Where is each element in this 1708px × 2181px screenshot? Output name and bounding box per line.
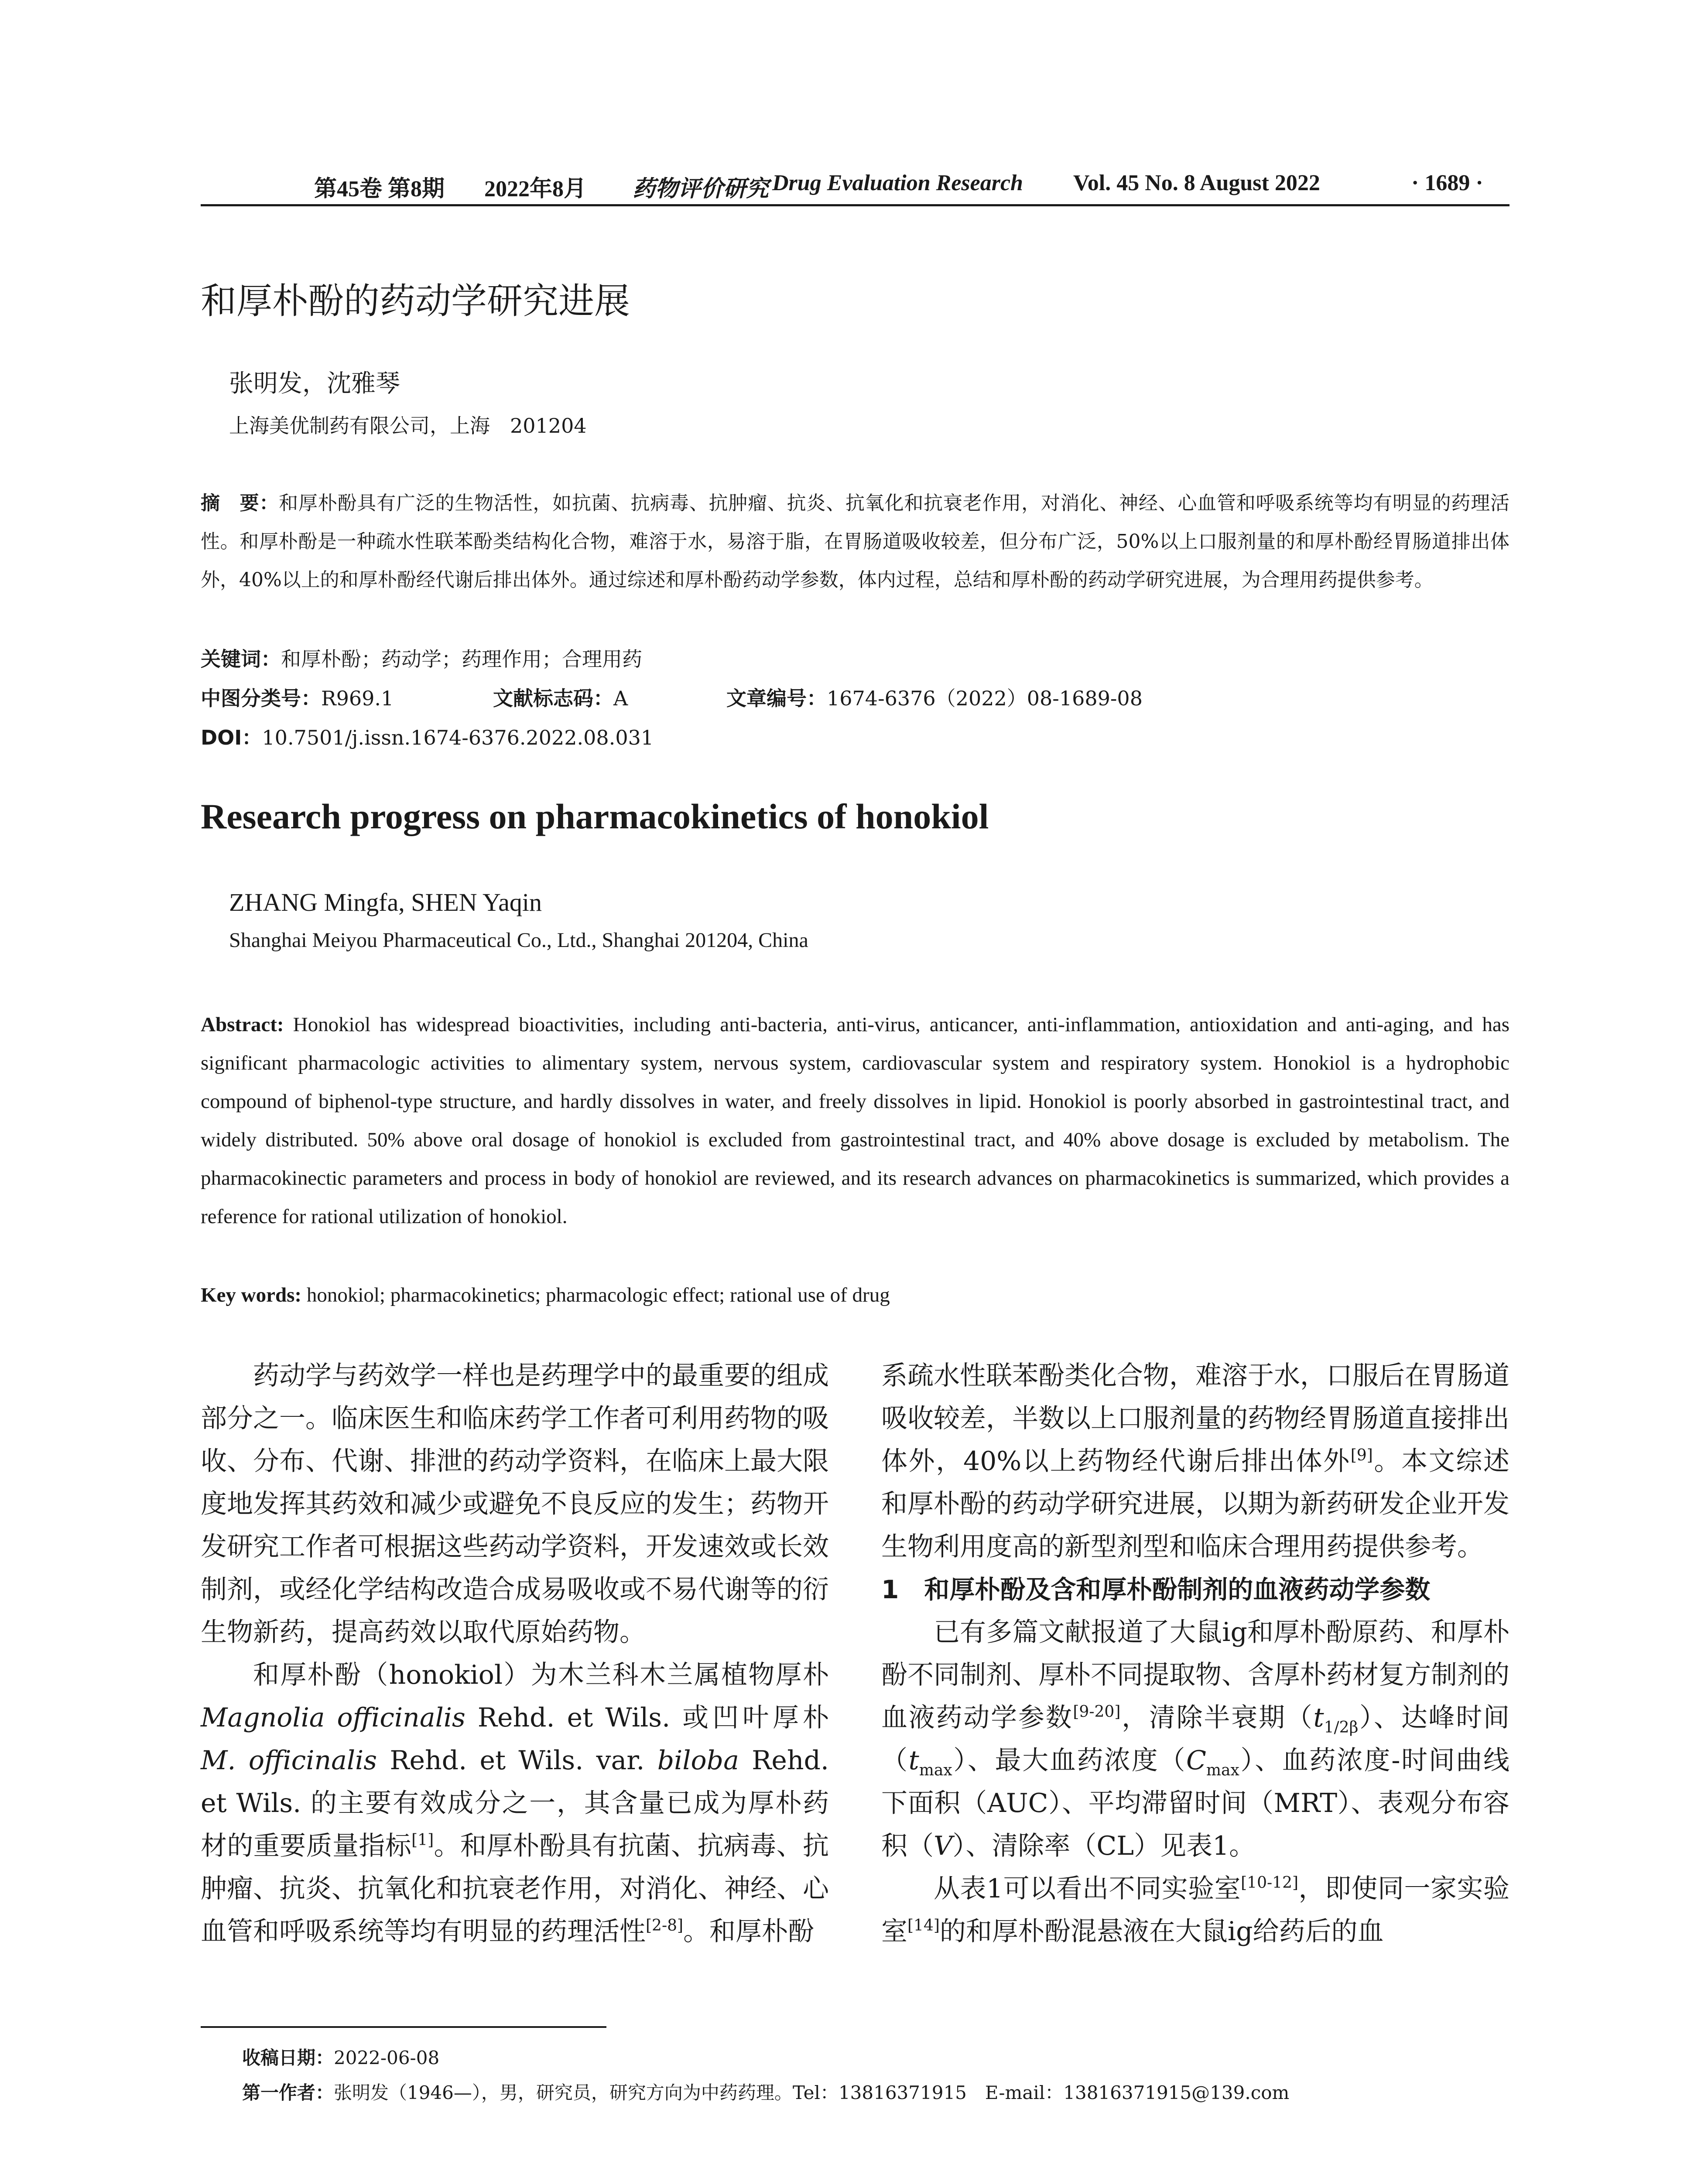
article-value: 1674-6376（2022）08-1689-08 xyxy=(827,687,1143,710)
header-journal-logo: 药物评价研究 xyxy=(633,175,769,202)
header-volume-en: Vol. 45 No. 8 August 2022 xyxy=(1073,171,1320,195)
clc-code xyxy=(201,683,394,711)
body-paragraph-4 xyxy=(881,1611,1509,1867)
footnote-rule xyxy=(201,2026,606,2028)
abstract-cn-label: 摘 要： xyxy=(201,492,279,514)
subscript: max xyxy=(1206,1761,1239,1779)
subscript: max xyxy=(919,1761,952,1779)
received-label: 收稿日期： xyxy=(242,2047,334,2068)
article-number xyxy=(726,683,1143,711)
header-rule xyxy=(201,204,1509,206)
body-paragraph-5 xyxy=(881,1867,1509,1953)
citation-ref[interactable]: [9-20] xyxy=(1073,1703,1121,1721)
text-span: 从表1可以看出不同实验室 xyxy=(934,1873,1241,1904)
keywords-en xyxy=(201,1276,1509,1314)
first-author-info: 张明发（1946—），男，研究员，研究方向为中药药理。Tel：13816371915 E-mail：13816371915@139.com xyxy=(334,2082,1290,2103)
keywords-cn xyxy=(201,643,642,672)
text-span: 。本文综述和厚朴酚的药动学研究进展，以期为新药研发企业开发生物利用度高的新型剂型和临床合理用药提供参考。 xyxy=(881,1446,1510,1562)
citation-ref[interactable]: [2-8] xyxy=(646,1917,684,1935)
text-span: ）、血药浓度-时间曲线下面积（AUC）、平均滞留时间（MRT）、表观分布容积（ xyxy=(881,1745,1510,1861)
doi-line xyxy=(201,722,654,751)
symbol: C xyxy=(1186,1745,1206,1776)
clc-label: 中图分类号： xyxy=(201,687,321,710)
text-span: 已有多篇文献报道了大鼠ig和厚朴酚原药、和厚朴酚不同制剂、厚朴不同提取物、含厚朴药材复方制剂的血液药动学参数 xyxy=(881,1617,1509,1733)
title-en: Research progress on pharmacokinetics of honokiol xyxy=(201,797,989,836)
citation-ref[interactable]: [1] xyxy=(411,1831,434,1849)
abstract-en-text: Honokiol has widespread bioactivities, including anti-bacteria, anti-virus, anticancer, anti-inflammation, antioxidation and anti-aging, and has significant pharmacologic activities to alimentary system, nervous system, cardiovascular system and respiratory system. Honokiol is a hydrophobic compound of biphenol-type structure, and hardly dissolves in water, and freely dissolves in lipid. Honokiol is poorly absorbed in gastrointestinal tract, and widely distributed. 50% above oral dosage of honokiol is excluded from gastrointestinal tract, and 40% above dosage is excluded by metabolism. The pharmacokinectic parameters and process in body of honokiol are reviewed, and its research advances on pharmacokinetics is summarized, which provides a reference for rational utilization of honokiol. xyxy=(201,1013,1510,1228)
abstract-cn xyxy=(201,484,1509,599)
clc-value: R969.1 xyxy=(321,687,394,710)
authors-en: ZHANG Mingfa, SHEN Yaqin xyxy=(229,888,542,916)
header-journal-en: Drug Evaluation Research xyxy=(772,171,1023,195)
symbol: V xyxy=(934,1831,953,1861)
citation-ref[interactable]: [9] xyxy=(1350,1446,1373,1464)
keywords-cn-label: 关键词： xyxy=(201,647,281,671)
text-span: ）、最大血药浓度（ xyxy=(952,1745,1186,1776)
text-span: Rehd. et Wils. 或凹叶厚朴 xyxy=(465,1702,829,1733)
text-span: ，即使同一家实验室 xyxy=(881,1873,1509,1947)
text-span: 系疏水性联苯酚类化合物，难溶于水，口服后在胃肠道吸收较差，半数以上口服剂量的药物经胃肠道直接排出体外，40%以上药物经代谢后排出体外 xyxy=(881,1361,1509,1477)
abstract-en-label: Abstract: xyxy=(201,1013,284,1036)
title-cn: 和厚朴酚的药动学研究进展 xyxy=(201,280,630,322)
received-date: 2022-06-08 xyxy=(334,2047,440,2068)
symbol: t xyxy=(1313,1702,1324,1733)
citation-ref[interactable]: [14] xyxy=(907,1917,940,1935)
subscript: 1/2β xyxy=(1324,1719,1359,1737)
text-span: Rehd. et Wils. var. xyxy=(377,1745,657,1776)
affiliation-cn: 上海美优制药有限公司，上海 201204 xyxy=(229,414,587,438)
running-header xyxy=(201,166,1509,205)
abstract-cn-text: 和厚朴酚具有广泛的生物活性，如抗菌、抗病毒、抗肿瘤、抗炎、抗氧化和抗衰老作用，对消化、神经、心血管和呼吸系统等均有明显的药理活性。和厚朴酚是一种疏水性联苯酚类结构化合物，难溶于水，易溶于脂，在胃肠道吸收较差，但分布广泛，50%以上口服剂量的和厚朴酚经胃肠道排出体外，40%以上的和厚朴酚经代谢后排出体外。通过综述和厚朴酚药动学参数，体内过程，总结和厚朴酚的药动学研究进展，为合理用药提供参考。 xyxy=(201,492,1509,591)
header-date-cn: 2022年8月 xyxy=(484,177,587,202)
text-span: 和厚朴酚（honokiol）为木兰科木兰属植物厚朴 xyxy=(253,1660,829,1690)
doi-label: DOI： xyxy=(201,726,262,749)
body-paragraph-2 xyxy=(201,1654,829,1953)
doi-value: 10.7501/j.issn.1674-6376.2022.08.031 xyxy=(262,726,654,749)
body-column-left xyxy=(201,1354,829,1953)
text-span: 的和厚朴酚混悬液在大鼠ig给药后的血 xyxy=(939,1916,1384,1947)
first-author-label: 第一作者： xyxy=(242,2082,334,2103)
text-span: 。和厚朴酚 xyxy=(683,1916,815,1947)
text-span: ）、清除率（CL）见表1。 xyxy=(952,1831,1256,1861)
affiliation-en: Shanghai Meiyou Pharmaceutical Co., Ltd., Shanghai 201204, China xyxy=(229,929,808,952)
text-span: ，清除半衰期（ xyxy=(1120,1702,1314,1733)
header-page-number: · 1689 · xyxy=(1411,171,1483,195)
header-volume-cn: 第45卷 第8期 xyxy=(314,177,445,202)
body-paragraph-1: 药动学与药效学一样也是药理学中的最重要的组成部分之一。临床医生和临床药学工作者可利用药物的吸收、分布、代谢、排泄的药动学资料，在临床上最大限度地发挥其药效和减少或避免不良反应的发生；药物开发研究工作者可根据这些药动学资料，开发速效或长效制剂，或经化学结构改造合成易吸收或不易代谢等的衍生物新药，提高药效以取代原始药物。 xyxy=(201,1361,829,1648)
doc-label: 文献标志码： xyxy=(493,687,613,710)
species-name: Magnolia officinalis xyxy=(201,1702,466,1733)
keywords-cn-text: 和厚朴酚；药动学；药理作用；合理用药 xyxy=(281,647,642,671)
symbol: t xyxy=(908,1745,919,1776)
keywords-en-text: honokiol; pharmacokinetics; pharmacologic effect; rational use of drug xyxy=(306,1284,890,1306)
footnote-first-author xyxy=(242,2078,1289,2105)
doc-value: A xyxy=(613,687,628,710)
citation-ref[interactable]: [10-12] xyxy=(1241,1874,1299,1892)
body-paragraph-3 xyxy=(881,1354,1509,1568)
document-code xyxy=(493,683,628,711)
section-heading-1: 1 和厚朴酚及含和厚朴酚制剂的血液药动学参数 xyxy=(881,1575,1431,1604)
species-name: M. officinalis xyxy=(201,1745,377,1776)
body-column-right xyxy=(881,1354,1509,1953)
authors-cn: 张明发，沈雅琴 xyxy=(229,369,400,398)
keywords-en-label: Key words: xyxy=(201,1284,302,1306)
footnote-received xyxy=(242,2044,439,2070)
species-name: biloba xyxy=(657,1745,739,1776)
text-span: Rehd. et Wils. 的主要有效成分之一，其含量已成为厚朴药材的重要质量指标 xyxy=(201,1745,829,1861)
text-span: 。和厚朴酚具有抗菌、抗病毒、抗肿瘤、抗炎、抗氧化和抗衰老作用，对消化、神经、心血管和呼吸系统等均有明显的药理活性 xyxy=(201,1831,829,1947)
text-span: ）、达峰时间（ xyxy=(881,1702,1510,1776)
article-label: 文章编号： xyxy=(726,687,827,710)
abstract-en xyxy=(201,1005,1509,1236)
